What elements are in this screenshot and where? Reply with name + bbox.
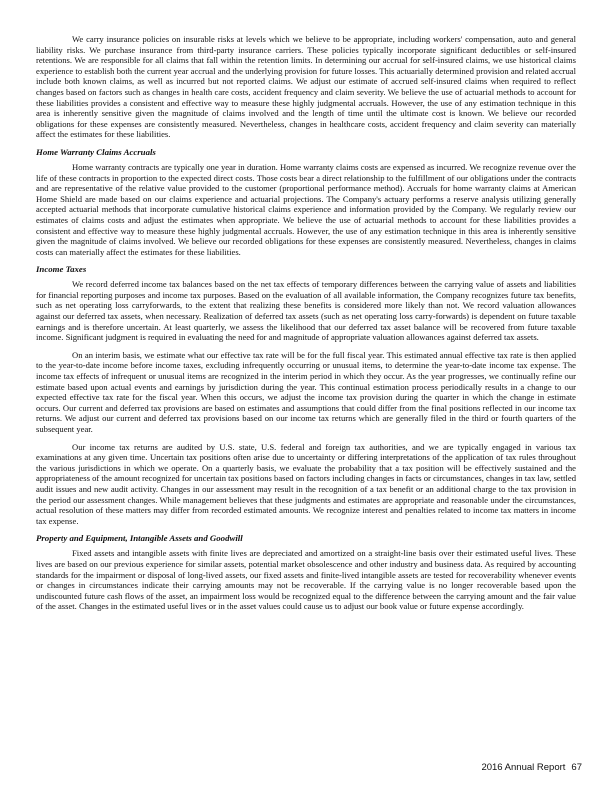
insurance-paragraph: We carry insurance policies on insurable risks at levels which we believe to be appropriate, including workers' compensation, auto and general liability risks. We purchase insurance from third-party insurance carriers. These policies typically incorporate significant deductibles or self-insured retentions. We are responsible for all claims that fall within the retention limits. In determining our accrual for self-insured claims, we use historical claims experience to establish both the current year accrual and the underlying provision for future losses. This actuarially determined provision and related accrual include both known claims, as well as incurred but not reported claims. We adjust our estimate of accrued self-insured claims when required to reflect changes based on factors such as changes in health care costs, accident frequency and claim severity. We believe the use of actuarial methods to account for these liabilities provides a consistent and effective way to measure these highly judgmental accruals. However, the use of any estimation technique in this area is inherently sensitive given the magnitude of claims involved and the length of time until the ultimate cost is known. We believe our recorded obligations for these expenses are consistently measured. Nevertheless, changes in healthcare costs, accident frequency and claim severity can materially affect the estimates for these liabilities.	[36, 34, 576, 140]
home-warranty-heading: Home Warranty Claims Accruals	[36, 146, 156, 157]
page-number: 67	[571, 762, 582, 773]
ppe-heading: Property and Equipment, Intangible Assets and Goodwill	[36, 533, 243, 544]
page-footer	[475, 762, 582, 773]
home-warranty-paragraph: Home warranty contracts are typically one year in duration. Home warranty claims costs are expensed as incurred. We recognize revenue over the life of these contracts in proportion to the expected direct costs. Those costs bear a direct relationship to the fulfillment of our obligations under the contracts and are representative of the relative value provided to the customer (proportional performance method). Accruals for home warranty claims at American Home Shield are made based on our claims experience and actuarial projections. The Company's actuary performs a reserve analysis utilizing generally accepted actuarial methods that incorporate cumulative historical claims experience and information provided by the Company. We regularly review our estimates of claims costs and adjust the estimates when appropriate. We believe the use of actuarial methods to account for these liabilities provides a consistent and effective way to measure these highly judgmental accruals. However, the use of any estimation technique in this area is inherently sensitive given the magnitude of claims involved. We believe our recorded obligations for these expenses are consistently measured. Nevertheless, changes in claims costs can materially affect the estimates for these liabilities.	[36, 161, 576, 257]
ppe-paragraph: Fixed assets and intangible assets with finite lives are depreciated and amortized on a straight-line basis over their estimated useful lives. These lives are based on our previous experience for similar assets, potential market obsolescence and other industry and business data. As required by accounting standards for the impairment or disposal of long-lived assets, our fixed assets and finite-lived intangible assets are tested for recoverability whenever events or changes in circumstances indicate their carrying amounts may not be recoverable. If the carrying value is no longer recoverable based upon the undiscounted future cash flows of the asset, an impairment loss would be recognized equal to the difference between the carrying amount and the fair value of the asset. Changes in the estimated useful lives or in the asset values could cause us to adjust our book value or future expense accordingly.	[36, 548, 576, 612]
document-body	[36, 34, 576, 619]
income-taxes-paragraph-2: On an interim basis, we estimate what our effective tax rate will be for the full fiscal year. This estimated annual effective tax rate is then applied to the year-to-date income before income taxes, excluding infrequently occurring or unusual items, to determine the year-to-date income tax expense. The income tax effects of infrequent or unusual items are recognized in the interim period in which they occur. As the year progresses, we continually refine our estimate based upon actual events and earnings by jurisdiction during the year. This continual estimation process periodically results in a change to our expected effective tax rate for the fiscal year. When this occurs, we adjust the income tax provision during the quarter in which the change in estimate occurs. Our current and deferred tax provisions are based on estimates and assumptions that could differ from the final positions reflected in our income tax returns. We adjust our current and deferred tax provisions based on our income tax returns which are generally filed in the third or fourth quarters of the subsequent year.	[36, 349, 576, 434]
report-label: 2016 Annual Report	[481, 762, 566, 773]
income-taxes-heading: Income Taxes	[36, 264, 87, 275]
income-taxes-paragraph-3: Our income tax returns are audited by U.S. state, U.S. federal and foreign tax authorities, and we are typically engaged in various tax examinations at any given time. Uncertain tax positions often arise due to uncertainty or differing interpretations of the application of tax rules throughout the various jurisdictions in which we operate. On a quarterly basis, we evaluate the probability that a tax position will be effectively sustained and the appropriateness of the amount recognized for uncertain tax positions based on factors including changes in facts or circumstances, changes in tax law, settled audit issues and new audit activity. Changes in our assessment may result in the recognition of a tax benefit or an additional charge to the tax provision in the period our assessment changes. While management believes that these judgments and estimates are appropriate and reasonable under the circumstances, actual resolution of these matters may differ from recorded estimated amounts. We recognize interest and penalties related to income tax matters in income tax expense.	[36, 441, 576, 526]
income-taxes-paragraph-1: We record deferred income tax balances based on the net tax effects of temporary differences between the carrying value of assets and liabilities for financial reporting purposes and income tax purposes. Based on the evaluation of all available information, the Company recognizes future tax benefits, such as net operating loss carryforwards, to the extent that realizing these benefits is considered more likely than not. We record valuation allowances against our deferred tax assets, when necessary. Realization of deferred tax assets (such as net operating loss carry-forwards) is dependent on future taxable earnings and is therefore uncertain. At least quarterly, we assess the likelihood that our deferred tax asset balance will be recovered from future taxable income. Significant judgment is required in evaluating the need for and magnitude of appropriate valuation allowances against deferred tax assets.	[36, 279, 576, 343]
